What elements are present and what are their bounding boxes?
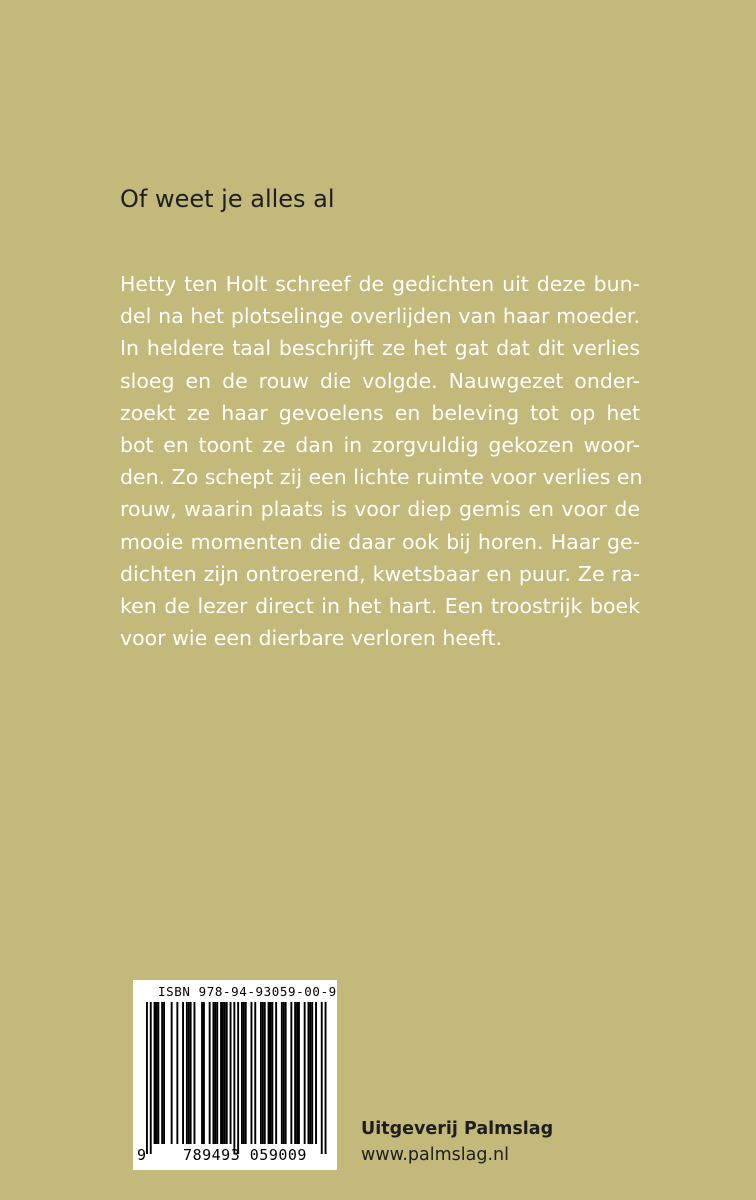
- barcode-bar: [220, 1002, 222, 1144]
- barcode-bar: [243, 1002, 245, 1144]
- barcode-bar: [271, 1002, 273, 1144]
- barcode-bar: [251, 1002, 253, 1144]
- barcode-bar: [264, 1002, 266, 1144]
- barcode-bar: [216, 1002, 218, 1144]
- barcode-guard-bar: [233, 1002, 235, 1154]
- barcode-bar: [213, 1002, 215, 1144]
- blurb-line: den. Zo schept zij een lichte ruimte voor verlies en: [120, 465, 643, 490]
- blurb-line: del na het plotselinge overlijden van haar moeder.: [120, 304, 640, 329]
- barcode-guard-bar: [146, 1002, 148, 1154]
- barcode-guard-bar: [150, 1002, 152, 1154]
- publisher-website: www.palmslag.nl: [361, 1145, 509, 1165]
- blurb-line: rouw, waarin plaats is voor diep gemis en voor de: [120, 497, 640, 522]
- barcode-bars: [133, 980, 337, 1170]
- barcode-bar: [224, 1002, 226, 1144]
- barcode-bar: [157, 1002, 159, 1144]
- book-title: Of weet je alles al: [120, 185, 335, 213]
- barcode-bar: [275, 1002, 277, 1144]
- barcode-bar: [296, 1002, 298, 1144]
- barcode-bar: [194, 1002, 196, 1144]
- barcode-guard-bar: [321, 1002, 323, 1154]
- blurb-text: [120, 268, 643, 654]
- blurb-line: bot en toont ze dan in zorgvuldig gekozen woor-: [120, 433, 640, 458]
- barcode-bar: [315, 1002, 317, 1144]
- barcode-bar: [283, 1002, 285, 1144]
- barcode-bar: [154, 1002, 156, 1144]
- barcode-bar: [262, 1002, 264, 1144]
- blurb-line: sloeg en de rouw die volgde. Nauwgezet onder-: [120, 368, 640, 393]
- barcode-bar: [163, 1002, 165, 1144]
- barcode-bar: [182, 1002, 184, 1144]
- barcode-bar: [222, 1002, 224, 1144]
- barcode-bar: [186, 1002, 188, 1144]
- barcode-bar: [290, 1002, 292, 1144]
- barcode-bar: [281, 1002, 283, 1144]
- blurb-line: mooie momenten die daar ook bij horen. Haar ge-: [120, 529, 640, 554]
- barcode-guard-bar: [237, 1002, 239, 1154]
- barcode-bar: [209, 1002, 211, 1144]
- barcode-bar: [298, 1002, 300, 1144]
- barcode-bar: [270, 1002, 272, 1144]
- barcode-bar: [309, 1002, 311, 1144]
- blurb-line: voor wie een dierbare verloren heeft.: [120, 626, 503, 651]
- barcode-bar: [188, 1002, 190, 1144]
- blurb-line: zoekt ze haar gevoelens en beleving tot op het: [120, 400, 640, 425]
- barcode-bar: [285, 1002, 287, 1144]
- barcode-bar: [294, 1002, 296, 1144]
- barcode-bar: [230, 1002, 232, 1144]
- blurb-line: In heldere taal beschrijft ze het gat dat dit verlies: [120, 336, 640, 361]
- barcode-bar: [308, 1002, 310, 1144]
- barcode-bar: [201, 1002, 203, 1144]
- ean-first-digit: 9: [137, 1146, 147, 1164]
- barcode-bar: [241, 1002, 243, 1144]
- barcode-bar: [156, 1002, 158, 1144]
- barcode-bar: [311, 1002, 313, 1144]
- barcode-bar: [190, 1002, 192, 1144]
- barcode-bar: [254, 1002, 256, 1144]
- barcode-bar: [260, 1002, 262, 1144]
- isbn-barcode: [133, 980, 337, 1170]
- barcode-bar: [203, 1002, 205, 1144]
- barcode-bar: [161, 1002, 163, 1144]
- barcode-bar: [304, 1002, 306, 1144]
- barcode-bar: [268, 1002, 270, 1144]
- barcode-bar: [176, 1002, 178, 1144]
- publisher-name: Uitgeverij Palmslag: [361, 1119, 554, 1139]
- barcode-bar: [171, 1002, 173, 1144]
- ean-digits: 789493 059009: [183, 1146, 307, 1164]
- blurb-line: Hetty ten Holt schreef de gedichten uit deze bun-: [120, 272, 640, 296]
- isbn-label: ISBN 978-94-93059-00-9: [158, 984, 337, 999]
- barcode-bar: [245, 1002, 247, 1144]
- barcode-bar: [226, 1002, 228, 1144]
- blurb-line: ken de lezer direct in het hart. Een troostrijk boek: [120, 594, 640, 619]
- barcode-bar: [214, 1002, 216, 1144]
- barcode-guard-bar: [325, 1002, 327, 1154]
- blurb-line: dichten zijn ontroerend, kwetsbaar en puur. Ze ra-: [120, 561, 640, 586]
